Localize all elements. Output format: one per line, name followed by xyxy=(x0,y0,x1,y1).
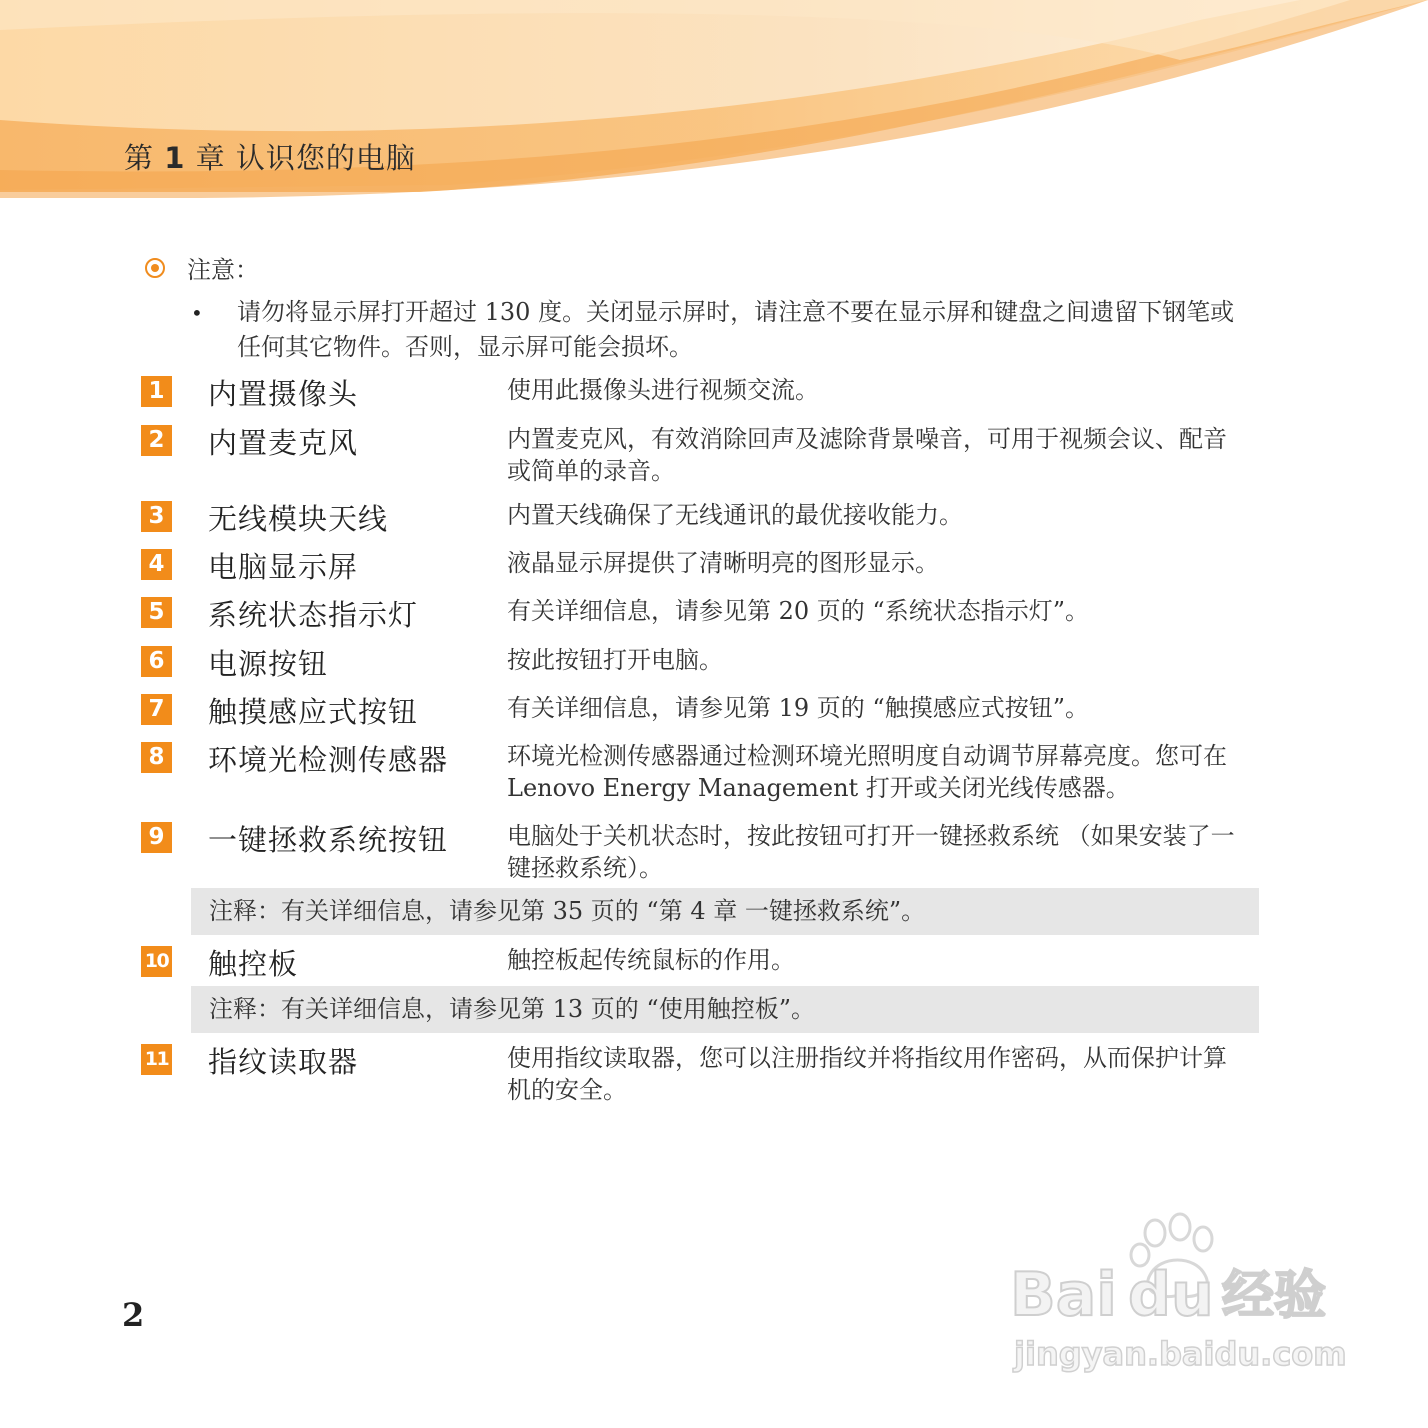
component-description: 内置麦克风，有效消除回声及滤除背景噪音，可用于视频会议、配音或简单的录音。 xyxy=(507,425,1227,485)
number-badge: 9 xyxy=(141,822,172,853)
svg-text:Bai: Bai xyxy=(1010,1260,1117,1330)
notice-label: 注意： xyxy=(187,256,259,284)
chapter-title xyxy=(124,136,416,177)
notice-section xyxy=(143,250,1253,365)
chapter-suffix: 章 认识您的电脑 xyxy=(195,141,416,175)
number-badge: 5 xyxy=(141,597,172,628)
component-description: 触控板起传统鼠标的作用。 xyxy=(507,946,795,974)
component-name: 内置麦克风 xyxy=(208,426,359,460)
svg-text:经验: 经验 xyxy=(1222,1266,1327,1326)
component-description: 环境光检测传感器通过检测环境光照明度自动调节屏幕亮度。您可在 Lenovo Energy Management 打开或关闭光线传感器。 xyxy=(507,742,1227,802)
baidu-jingyan-watermark-logo xyxy=(1000,1205,1360,1395)
note-bar-rescue xyxy=(191,888,1259,935)
component-description: 内置天线确保了无线通讯的最优接收能力。 xyxy=(507,501,963,529)
notice-text: 请勿将显示屏打开超过 130 度。关闭显示屏时，请注意不要在显示屏和键盘之间遗留下钢笔或任何其它物件。否则，显示屏可能会损坏。 xyxy=(237,298,1235,361)
number-badge: 10 xyxy=(141,946,172,977)
component-name: 电脑显示屏 xyxy=(208,550,359,584)
component-description: 电脑处于关机状态时，按此按钮可打开一键拯救系统 （如果安装了一键拯救系统）。 xyxy=(507,822,1235,882)
svg-text:jingyan.baidu.com: jingyan.baidu.com xyxy=(1014,1335,1347,1373)
component-name: 触摸感应式按钮 xyxy=(208,695,419,729)
component-description: 有关详细信息，请参见第 19 页的 “触摸感应式按钮”。 xyxy=(507,694,1089,722)
note-text: 注释：有关详细信息，请参见第 35 页的 “第 4 章 一键拯救系统”。 xyxy=(209,897,926,925)
component-description: 使用此摄像头进行视频交流。 xyxy=(507,376,819,404)
svg-text:du: du xyxy=(1128,1260,1214,1330)
target-circle-icon xyxy=(145,258,165,278)
component-description: 使用指纹读取器，您可以注册指纹并将指纹用作密码，从而保护计算机的安全。 xyxy=(507,1044,1227,1104)
note-bar-touchpad xyxy=(191,986,1259,1033)
component-name: 系统状态指示灯 xyxy=(208,598,419,632)
component-name: 无线模块天线 xyxy=(208,502,389,536)
component-name: 指纹读取器 xyxy=(208,1045,359,1079)
component-description: 有关详细信息，请参见第 20 页的 “系统状态指示灯”。 xyxy=(507,597,1089,625)
component-name: 电源按钮 xyxy=(208,647,329,681)
number-badge: 4 xyxy=(141,549,172,580)
number-badge: 8 xyxy=(141,742,172,773)
page-number: 2 xyxy=(122,1296,145,1334)
number-badge: 2 xyxy=(141,425,172,456)
component-name: 一键拯救系统按钮 xyxy=(208,823,449,857)
component-name: 内置摄像头 xyxy=(208,377,359,411)
note-text: 注释：有关详细信息，请参见第 13 页的 “使用触控板”。 xyxy=(209,995,815,1023)
number-badge: 1 xyxy=(141,376,172,407)
bullet-icon: • xyxy=(191,301,203,325)
component-name: 环境光检测传感器 xyxy=(208,743,449,777)
chapter-number: 1 xyxy=(164,141,186,175)
component-description: 液晶显示屏提供了清晰明亮的图形显示。 xyxy=(507,549,939,577)
number-badge: 7 xyxy=(141,694,172,725)
component-description: 按此按钮打开电脑。 xyxy=(507,646,723,674)
number-badge: 6 xyxy=(141,646,172,677)
number-badge: 3 xyxy=(141,501,172,532)
notice-header xyxy=(143,250,1253,285)
notice-item xyxy=(143,295,1253,365)
number-badge: 11 xyxy=(141,1044,172,1075)
component-name: 触控板 xyxy=(208,947,299,981)
chapter-prefix: 第 xyxy=(124,141,155,175)
